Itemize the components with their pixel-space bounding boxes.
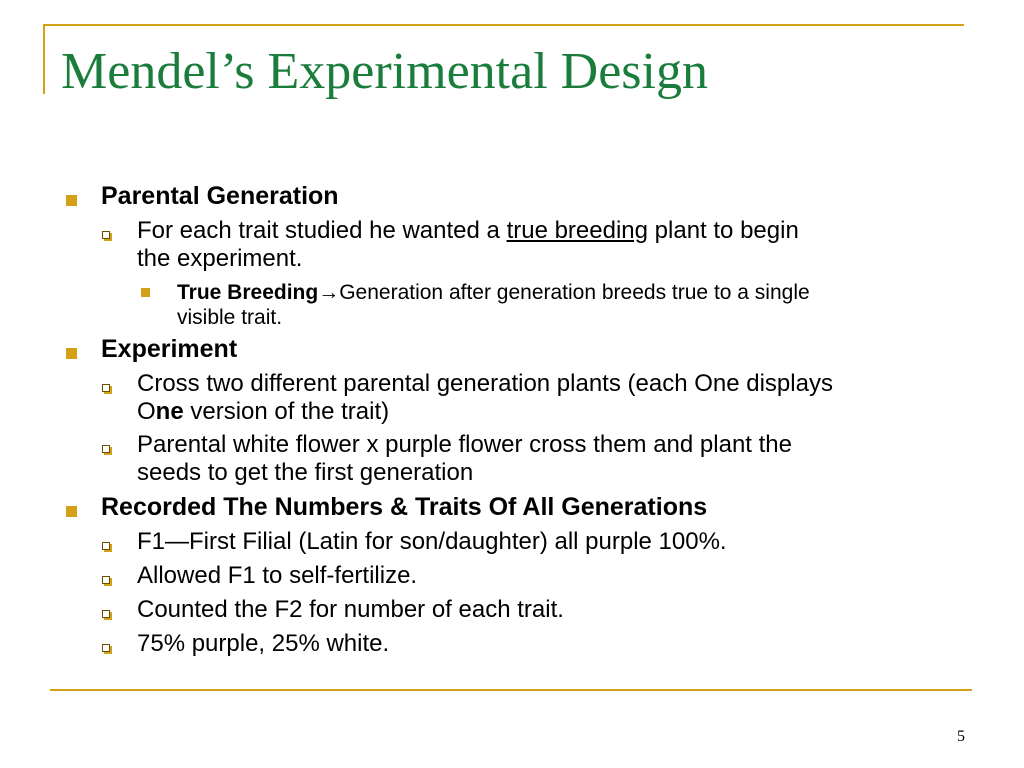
bold-text: ne — [155, 398, 184, 425]
list-item-f1: F1—First Filial (Latin for son/daughter) all purple 100%. — [137, 528, 727, 555]
small-square-bullet-icon — [141, 288, 150, 297]
square-bullet-icon — [66, 195, 77, 206]
heading-experiment: Experiment — [101, 335, 238, 363]
heading-parental-generation: Parental Generation — [101, 182, 339, 210]
list-item-white-purple-cross — [137, 431, 977, 487]
list-item-text: plant to begin — [648, 217, 799, 244]
slide-title: Mendel’s Experimental Design — [61, 43, 708, 100]
definition-text: Generation after generation breeds true to a single — [339, 281, 810, 304]
list-item-text: For each trait studied he wanted a — [137, 217, 507, 244]
list-item-cross-plants — [137, 370, 977, 426]
list-item-counted-f2: Counted the F2 for number of each trait. — [137, 596, 564, 623]
list-item-text: Parental white flower x purple flower cross them and plant the — [137, 431, 792, 458]
hollow-box-bullet-icon — [102, 231, 110, 239]
term-true-breeding: True Breeding — [177, 281, 319, 304]
bottom-border-line — [50, 689, 972, 691]
list-item-true-breeding-plant — [137, 217, 977, 273]
right-arrow-icon: → — [318, 281, 340, 304]
list-item-true-breeding-definition — [177, 280, 967, 330]
list-item-self-fertilize: Allowed F1 to self-fertilize. — [137, 562, 418, 589]
hollow-box-bullet-icon — [102, 576, 110, 584]
slide-number: 5 — [957, 728, 965, 745]
list-item-text: Cross two different parental generation plants (each One displays — [137, 370, 833, 397]
hollow-box-bullet-icon — [102, 384, 110, 392]
definition-text: visible trait. — [177, 306, 283, 329]
list-item-text: version of the trait) — [183, 398, 390, 425]
hollow-box-bullet-icon — [102, 644, 110, 652]
square-bullet-icon — [66, 506, 77, 517]
list-item-text: the experiment. — [137, 245, 303, 272]
hollow-box-bullet-icon — [102, 542, 110, 550]
heading-recorded-numbers: Recorded The Numbers & Traits Of All Generations — [101, 493, 708, 521]
list-item-text: O — [137, 398, 156, 425]
hollow-box-bullet-icon — [102, 610, 110, 618]
hollow-box-bullet-icon — [102, 445, 110, 453]
list-item-ratio: 75% purple, 25% white. — [137, 630, 390, 657]
square-bullet-icon — [66, 348, 77, 359]
list-item-text: seeds to get the first generation — [137, 459, 474, 486]
true-breeding-link: true breeding — [506, 217, 648, 244]
